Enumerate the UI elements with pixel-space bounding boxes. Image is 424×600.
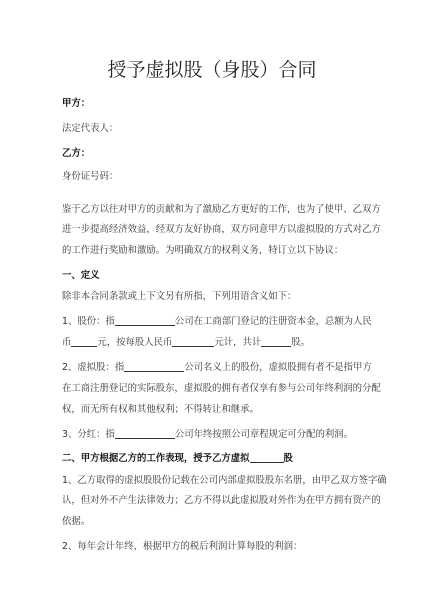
legal-representative-label: 法定代表人： — [62, 123, 119, 134]
document-title: 授予虚拟股（身股）合同 — [107, 59, 317, 81]
definition-shares-text: 元，按每股人民币 — [97, 337, 173, 348]
definition-virtual-text: 2、虚拟股：指 — [62, 362, 125, 373]
definition-shares — [62, 315, 372, 328]
definition-dividend — [62, 428, 368, 441]
company-name-blank — [115, 315, 175, 326]
granted-shares-blank — [250, 452, 284, 463]
clause-1-line: 认，但对外不产生法律效力；乙方不得以此虚拟股对外作为在甲方拥有资产的 — [62, 495, 381, 506]
definition-shares-text: 1、股份：指 — [62, 316, 115, 327]
definition-virtual-line: 权，而无所有权和其他权利；不得转让和继承。 — [62, 404, 259, 415]
price-per-share-blank — [172, 336, 214, 347]
definition-virtual-shares — [62, 361, 372, 374]
capital-amount-blank — [71, 336, 97, 347]
preamble-line: 进一步提高经济效益，经双方友好协商，双方同意甲方以虚拟股的方式对乙方 — [62, 224, 381, 235]
preamble-line: 鉴于乙方以往对甲方的贡献和为了激励乙方更好的工作，也为了使甲、乙双方 — [62, 204, 381, 215]
clause-1-line: 依据。 — [62, 516, 91, 527]
id-number-label: 身份证号码： — [62, 171, 119, 182]
party-b-label: 乙方： — [62, 148, 91, 159]
company-name-blank — [124, 361, 184, 372]
definition-dividend-text: 3、分红：指 — [62, 429, 115, 440]
definition-shares-text: 公司在工商部门登记的注册资本金，总额为人民 — [174, 316, 372, 327]
party-a-label: 甲方： — [62, 98, 91, 109]
definition-shares-text: 股。 — [291, 337, 311, 348]
section-1-title: 一、定义 — [62, 270, 100, 281]
definition-virtual-line: 在工商注册登记的实际股东，虚拟股的拥有者仅享有参与公司年终利润的分配 — [62, 383, 381, 394]
section-2-title-text: 二、甲方根据乙方的工作表现，授予乙方虚拟 — [62, 453, 250, 464]
definition-virtual-text: 公司名义上的股份，虚拟股拥有者不是指甲方 — [184, 362, 372, 373]
clause-2-line: 2、每年会计年终，根据甲方的税后利润计算每股的利润： — [62, 541, 303, 552]
section-2-title-text: 股 — [283, 453, 293, 464]
preamble-line: 的工作进行奖励和激励。为明确双方的权利义务，特订立以下协议： — [62, 245, 344, 256]
definition-shares-text: 元计，共计 — [214, 337, 262, 348]
clause-1-line: 1、乙方取得的虚拟股股份记载在公司内部虚拟股股东名册，由甲乙双方签字确 — [62, 475, 387, 486]
company-name-blank — [115, 428, 175, 439]
section-2-title — [62, 452, 368, 465]
definition-shares-continued — [62, 336, 368, 349]
definition-dividend-text: 公司年终按照公司章程规定可分配的利润。 — [174, 429, 353, 440]
definition-shares-text: 币 — [62, 337, 72, 348]
section-1-intro: 除非本合同条款或上下文另有所指，下列用语含义如下： — [62, 291, 297, 302]
total-shares-blank — [261, 336, 291, 347]
